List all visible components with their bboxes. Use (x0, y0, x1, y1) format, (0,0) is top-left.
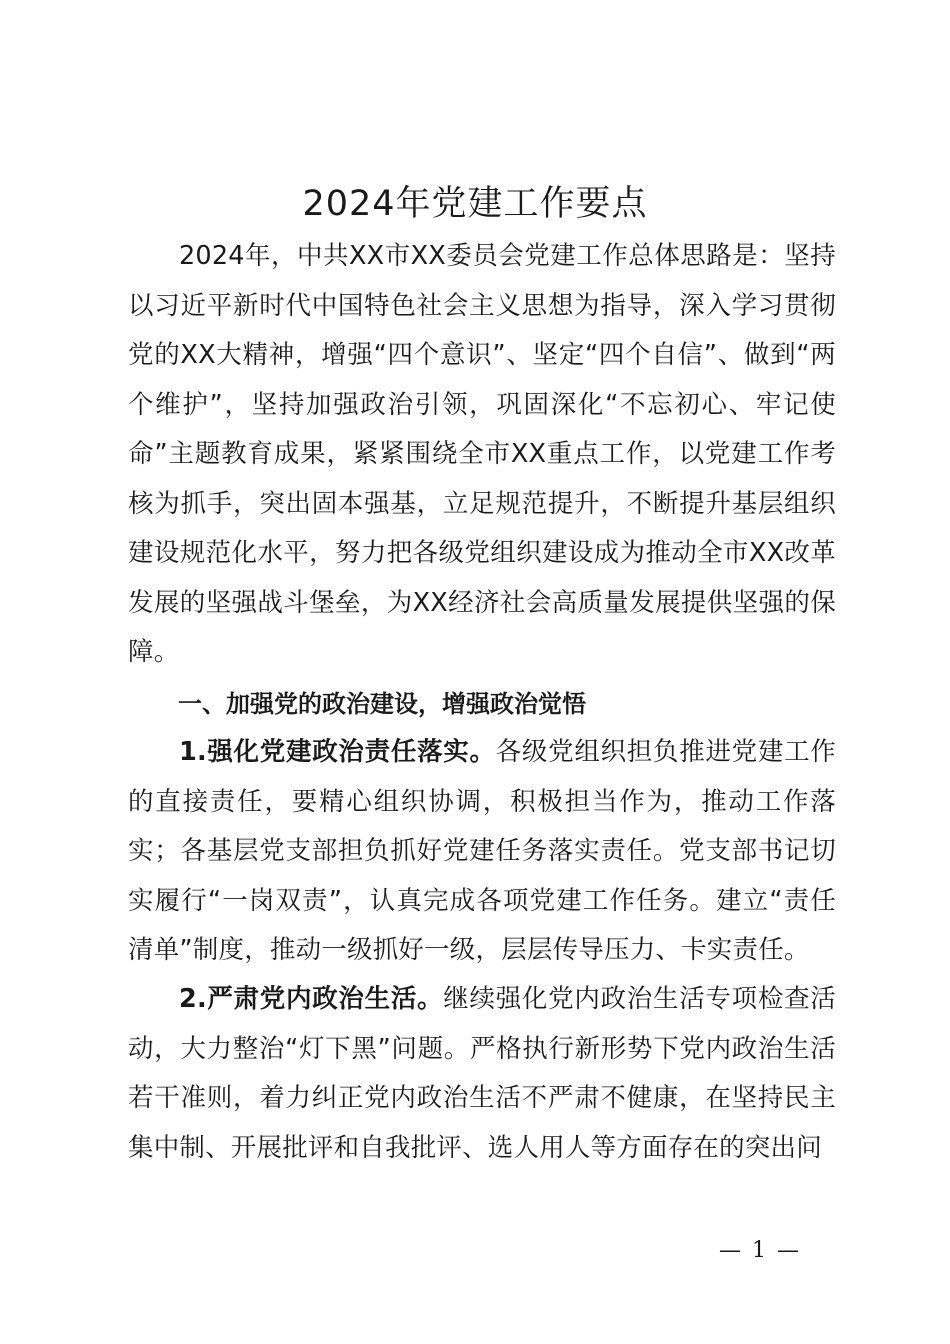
item-text-2: 继续强化党内政治生活专项检查活动，大力整治“灯下黑”问题。严格执行新形势下党内政治生活若干准则，着力纠正党内政治生活不严肃不健康，在坚持民主集中制、开展批评和自我批评、选人用人等方面存在的突出问 (128, 984, 836, 1163)
item-lead-1: 1.强化党建政治责任落实。 (179, 737, 496, 767)
document-title: 2024年党建工作要点 (302, 184, 648, 224)
page-number: — 1 — (719, 1238, 801, 1263)
section-heading: 一、加强党的政治建设，增强政治觉悟 (178, 690, 586, 718)
item-paragraph-2 (128, 975, 836, 1173)
item-text-1: 各级党组织担负推进党建工作的直接责任，要精心组织协调，积极担当作为，推动工作落实；各基层党支部担负抓好党建任务落实责任。党支部书记切实履行“一岗双责”，认真完成各项党建工作任务。建立“责任清单”制度，推动一级抓好一级，层层传导压力、卡实责任。 (128, 737, 836, 965)
item-lead-2: 2.严肃党内政治生活。 (179, 984, 444, 1014)
intro-paragraph: 2024年，中共XX市XX委员会党建工作总体思路是：坚持以习近平新时代中国特色社会主义思想为指导，深入学习贯彻党的XX大精神，增强“四个意识”、坚定“四个自信”、做到“两个维护”，坚持加强政治引领，巩固深化“不忘初心、牢记使命”主题教育成果，紧紧围绕全市XX重点工作，以党建工作考核为抓手，突出固本强基，立足规范提升，不断提升基层组织建设规范化水平，努力把各级党组织建设成为推动全市XX改革发展的坚强战斗堡垒，为XX经济社会高质量发展提供坚强的保障。 (128, 241, 836, 667)
item-paragraph-1 (128, 728, 836, 976)
